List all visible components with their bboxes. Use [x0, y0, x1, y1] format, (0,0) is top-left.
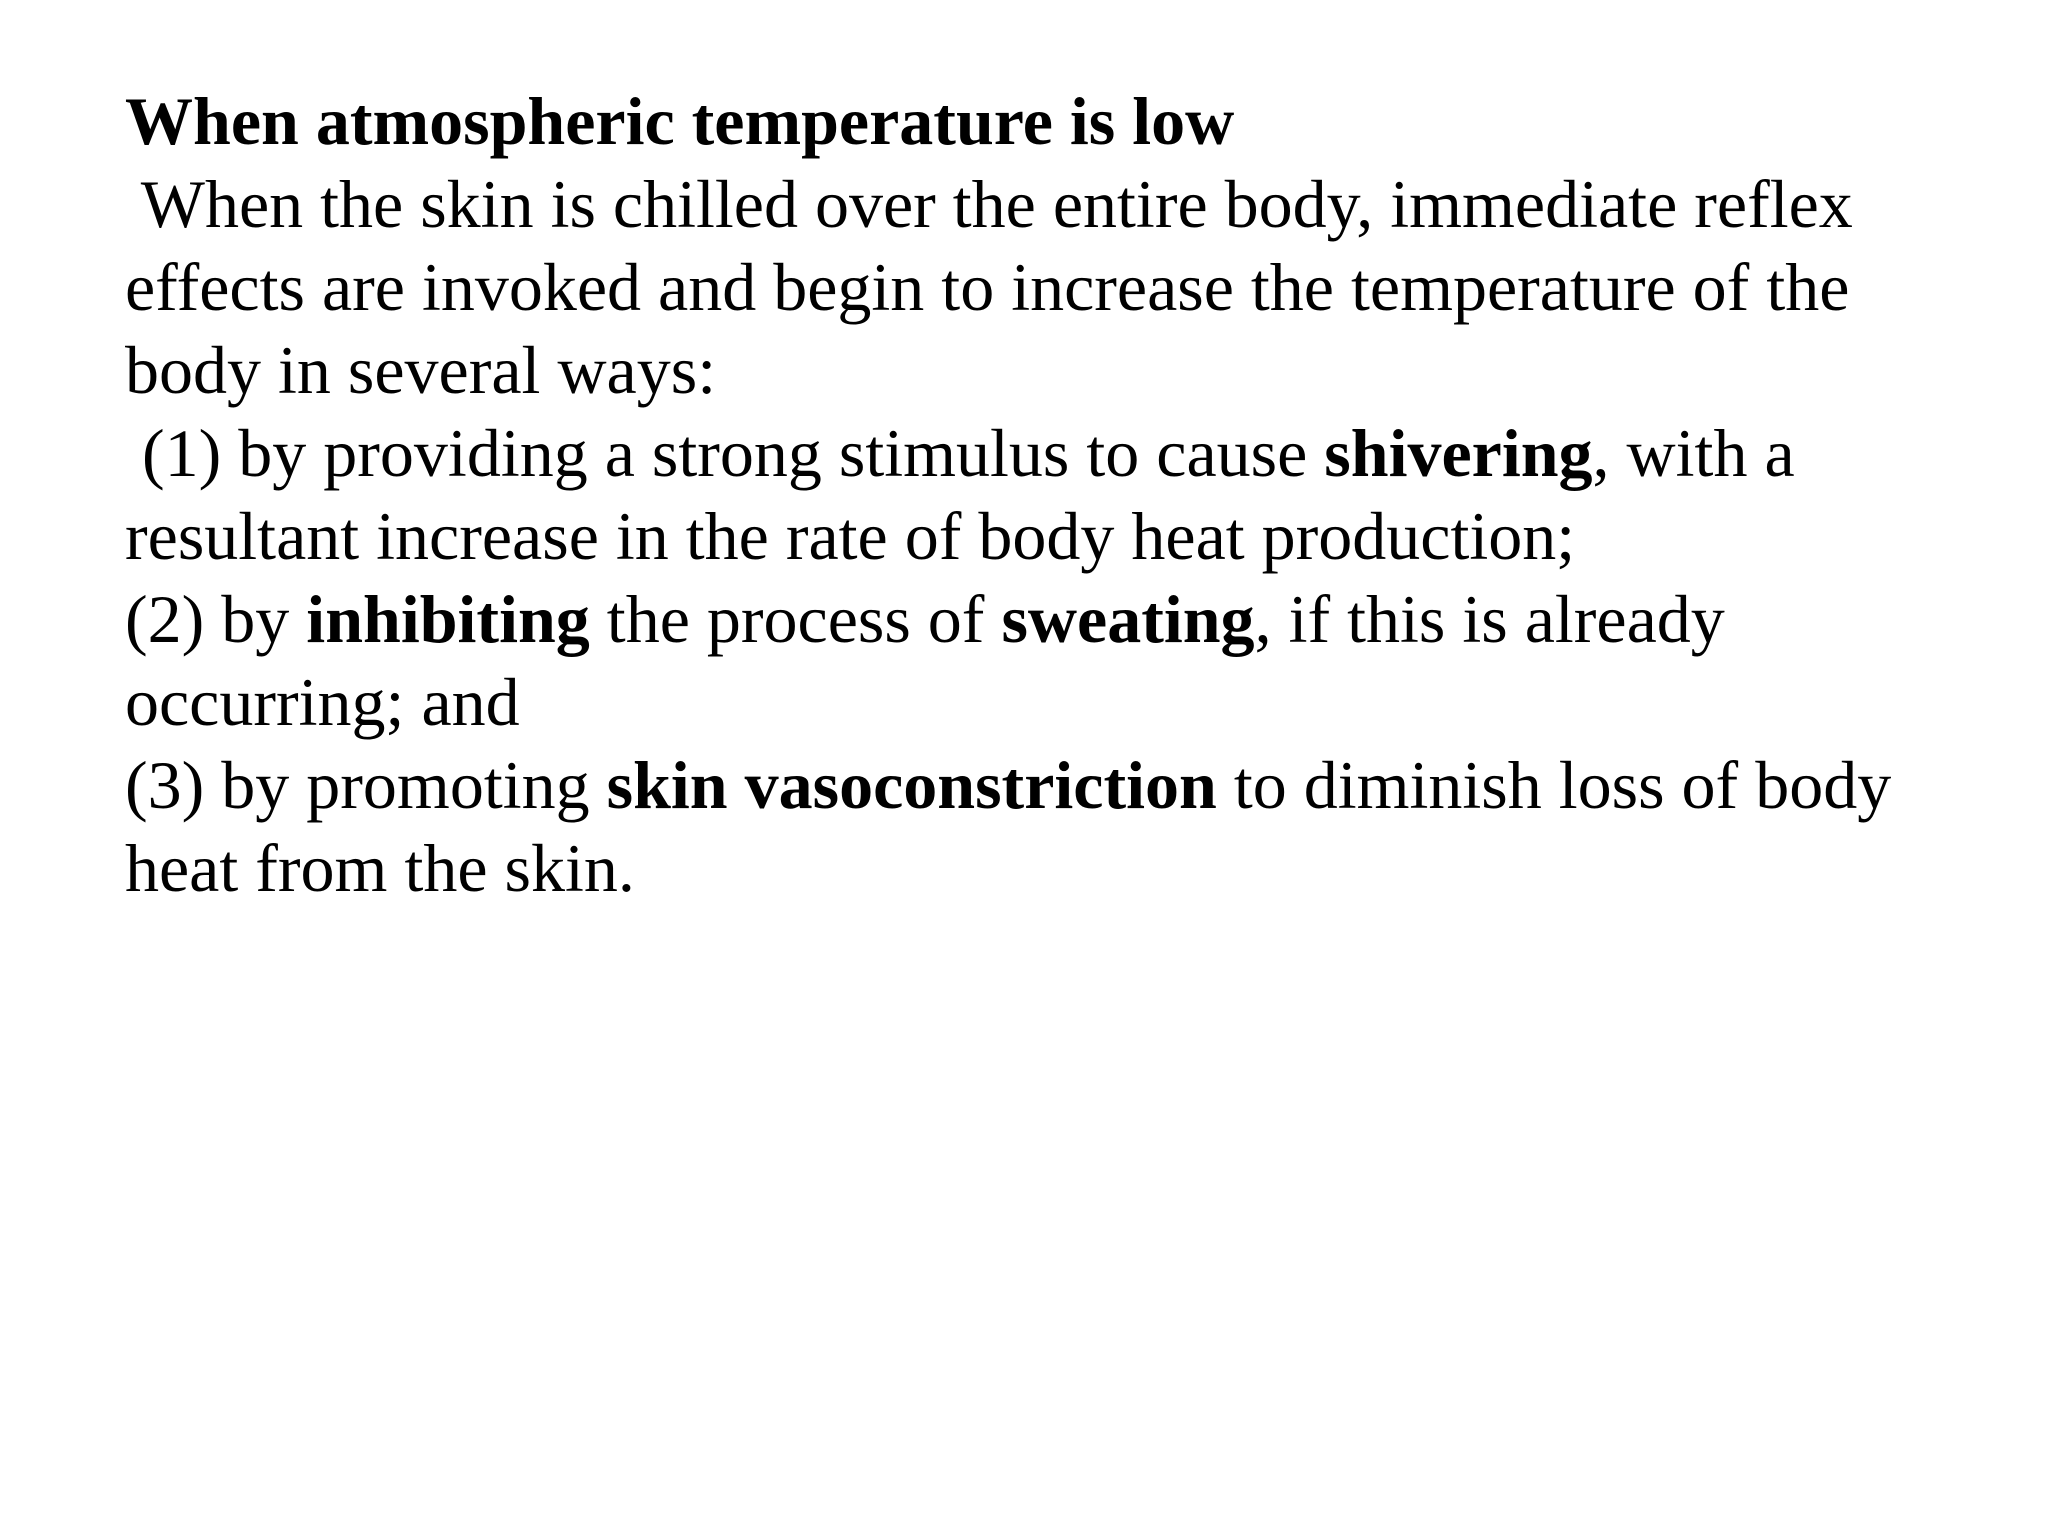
term-sweating: sweating: [1001, 581, 1255, 657]
slide-title: When atmospheric temperature is low: [125, 83, 1235, 159]
slide-content: [125, 80, 2005, 910]
point-3-suffix: to diminish loss of body: [1216, 747, 1892, 823]
point-1-line-2: resultant increase in the rate of body heat production;: [125, 498, 1576, 574]
term-inhibiting: inhibiting: [306, 581, 590, 657]
point-2-line-1: [125, 578, 2005, 661]
intro-line-3: body in several ways:: [125, 332, 717, 408]
term-shivering: shivering: [1324, 415, 1593, 491]
point-2-suffix: , if this is already: [1254, 581, 1725, 657]
point-2-prefix: (2) by: [125, 581, 307, 657]
point-3-line-1: [125, 744, 2005, 827]
intro-line-2: effects are invoked and begin to increase the temperature of the: [125, 249, 1850, 325]
point-1-prefix: (1) by providing a strong stimulus to cause: [125, 415, 1325, 491]
point-3-prefix: (3) by promoting: [125, 747, 607, 823]
point-3-line-2: heat from the skin.: [125, 830, 635, 906]
point-1-suffix: , with a: [1592, 415, 1795, 491]
intro-line-1: When the skin is chilled over the entire body, immediate reflex: [125, 166, 1853, 242]
point-1-line-1: [125, 412, 2005, 495]
point-2-line-2: occurring; and: [125, 664, 520, 740]
point-2-middle: the process of: [589, 581, 1002, 657]
term-skin-vasoconstriction: skin vasoconstriction: [606, 747, 1217, 823]
